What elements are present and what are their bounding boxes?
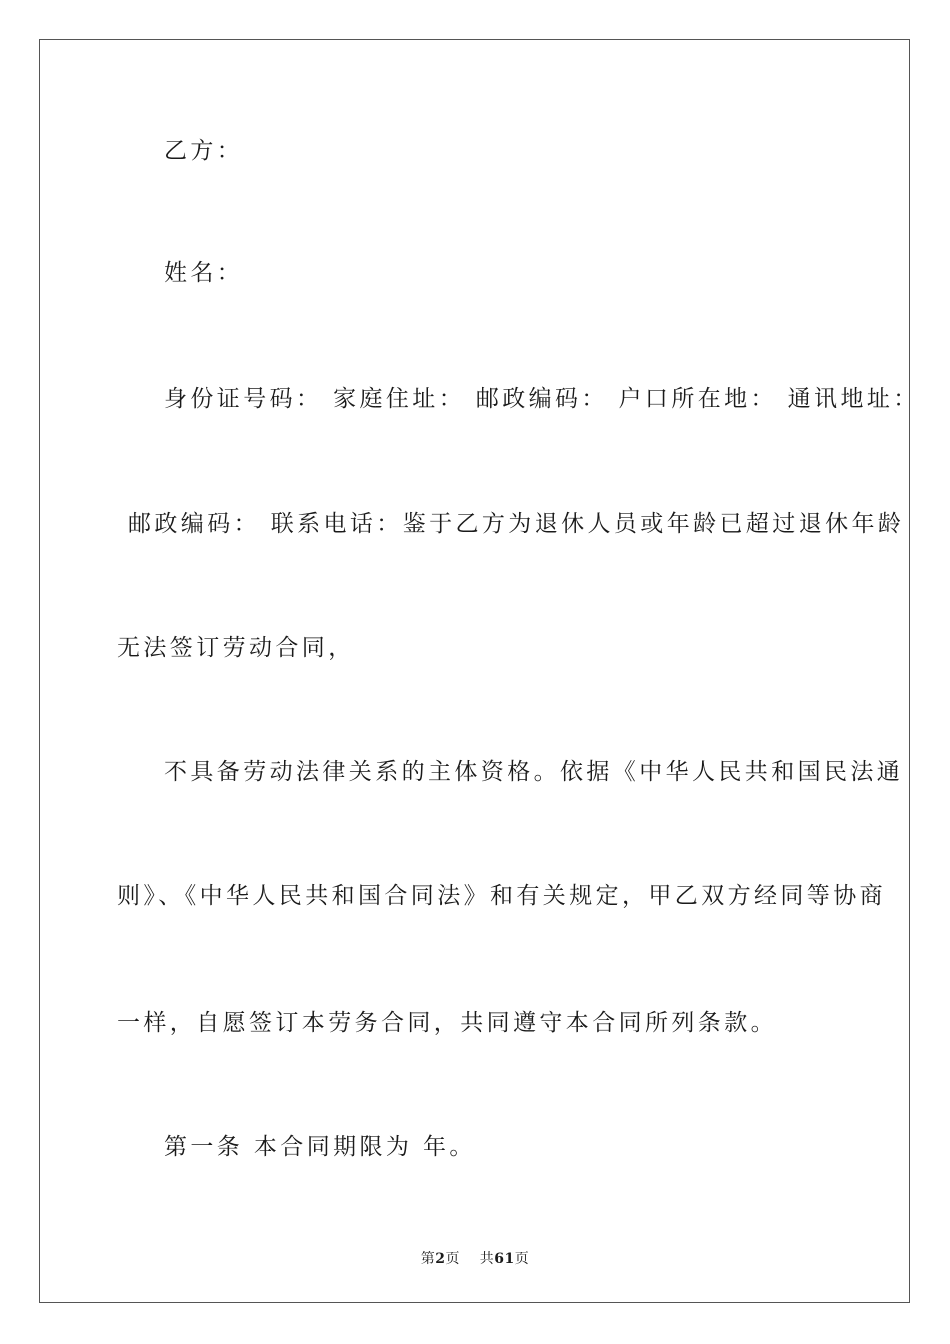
- total-pages: 61: [494, 1251, 515, 1267]
- paragraph-line: 邮政编码： 联系电话：鉴于乙方为退休人员或年龄已超过退休年龄: [128, 511, 905, 537]
- total-suffix: 页: [514, 1251, 530, 1267]
- contact-fields-line: 身份证号码： 家庭住址： 邮政编码： 户口所在地： 通讯地址：: [164, 386, 920, 412]
- party-b-label: 乙方：: [164, 138, 244, 164]
- paragraph-line: 不具备劳动法律关系的主体资格。依据《中华人民共和国民法通: [164, 759, 904, 785]
- paragraph-line: 一样，自愿签订本劳务合同，共同遵守本合同所列条款。: [117, 1010, 777, 1036]
- page-border: [39, 39, 910, 1303]
- name-label: 姓名：: [164, 260, 244, 286]
- paragraph-line: 无法签订劳动合同，: [117, 635, 355, 661]
- total-prefix: 共: [479, 1251, 495, 1267]
- article-one: 第一条 本合同期限为 年。: [164, 1134, 476, 1160]
- page-footer: [0, 1248, 950, 1268]
- page-prefix: 第: [420, 1251, 436, 1267]
- page-suffix: 页: [445, 1251, 460, 1267]
- paragraph-line: 则》、《中华人民共和国合同法》和有关规定，甲乙双方经同等协商: [117, 883, 886, 909]
- page-number: 2: [435, 1251, 446, 1267]
